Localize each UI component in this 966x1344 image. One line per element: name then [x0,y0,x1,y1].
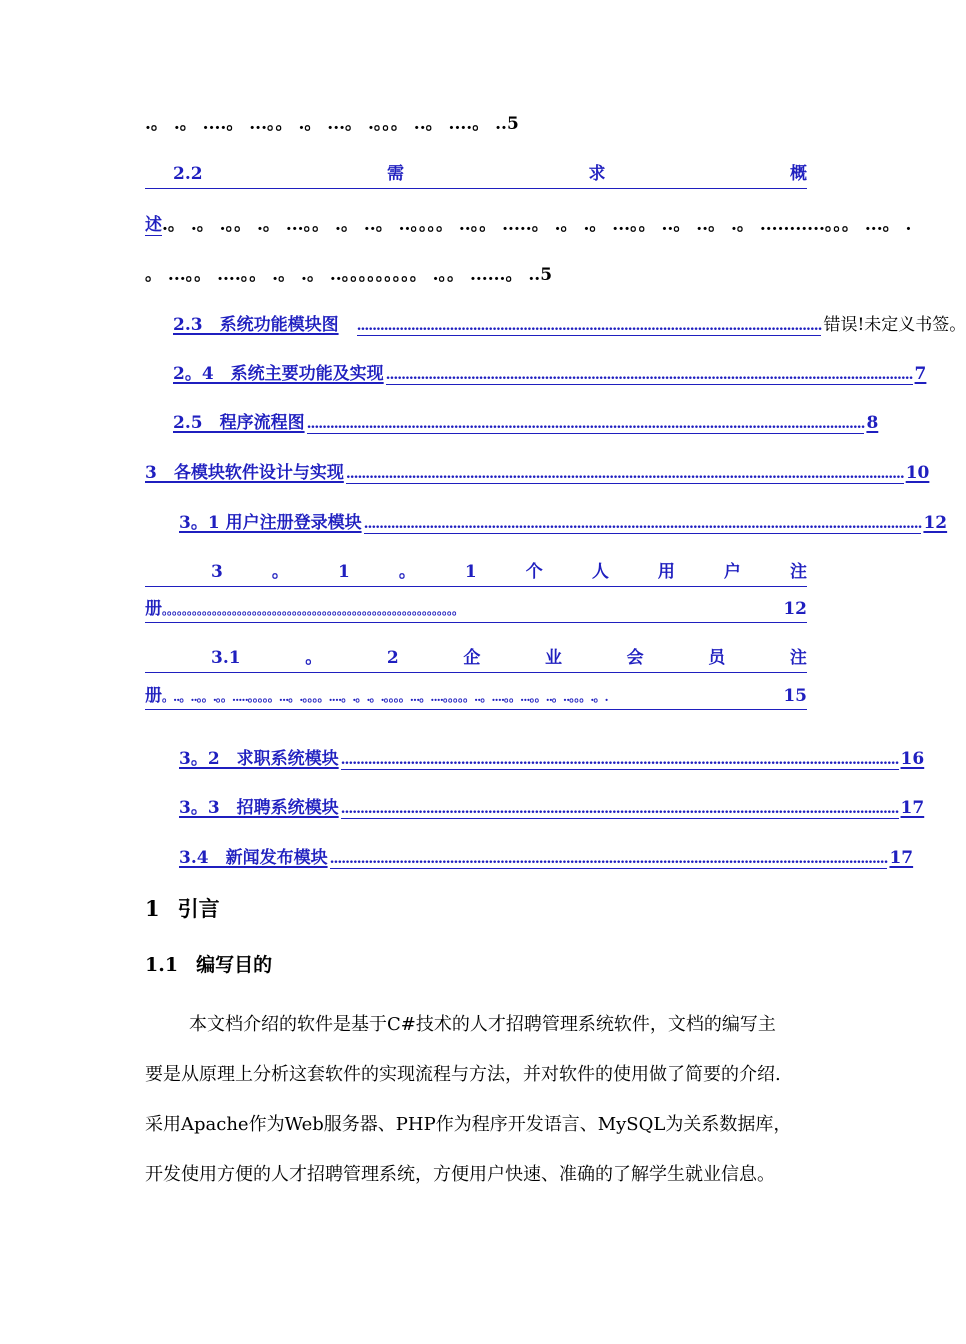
toc-entry-3-1-2[interactable]: 3.1 。 2 企 业 会 员 注 [145,646,807,673]
body-line: 采用Apache作为Web服务器、PHP作为程序开发语言、MySQL为关系数据库， [145,1114,792,1135]
body-line: 要是从原理上分析这套软件的实现流程与方法，并对软件的使用做了简要的介绍. [145,1064,781,1085]
toc-error-text: 错误!未定义书签。 [823,315,966,335]
toc-entry-3-3[interactable]: 3。3 招聘系统模块 ................................................................................................................................................ 17 [145,795,807,821]
toc-page-number: 17 [889,848,914,868]
toc-page-number: 10 [905,463,930,483]
toc-entry-3-4[interactable]: 3.4 新闻发布模块 ................................................................................................................................................ 17 [145,845,807,871]
toc-entry-2-2-continued[interactable]: 述.。 .。 .。。 .。 ...。。 .。 ..。 ..。。。。 ..。。 .....。 .。 .。 ...。。 ..。 ..。 .。 ...........。。。 ...。 . [145,215,912,235]
toc-entry-prev-tail[interactable]: .。 .。 ....。 ...。。 .。 ...。 .。。。 ..。 ....。 ..5 [145,114,519,134]
toc-page-number: 16 [900,749,925,769]
toc-page-number: 8 [866,413,879,433]
toc-page-number: 12 [783,599,807,619]
toc-entry-2-2-continued-2[interactable]: 。 ...。。 ....。。 .。 .。 ..。。。。。。。。。 .。。 ......。 ..5 [145,265,553,285]
toc-page-number: 12 [923,513,948,533]
body-line: 开发使用方便的人才招聘管理系统，方便用户快速、准确的了解学生就业信息。 [145,1164,775,1185]
toc-entry-2-5[interactable]: 2.5 程序流程图 ................................................................................................................................................ 8 [145,410,807,436]
toc-page-number: 15 [783,686,807,706]
toc-entry-3-2[interactable]: 3。2 求职系统模块 ................................................................................................................................................ 16 [145,746,807,772]
toc-entry-3[interactable]: 3 各模块软件设计与实现 ................................................................................................................................................ 10 [145,460,807,486]
section-heading-1: 1 引言 [145,896,220,921]
toc-entry-3-1[interactable]: 3。1 用户注册登录模块 ................................................................................................................................................ 12 [145,510,807,536]
section-heading-1-1: 1.1 编写目的 [145,954,273,976]
body-paragraph [145,1000,807,1200]
toc-number: 2.2 [173,164,203,184]
toc-entry-3-1-2-continued[interactable]: 册 。..。..。。.。。.....。。。。。...。.。。。。....。.。.。.。。。。...。....。。。。。..。....。。...。。..。..。。。.。. 15 [145,683,807,710]
toc-page-number: 17 [900,798,925,818]
toc-entry-3-1-1-continued[interactable]: 册 。。。。。。。。。。。。。。。。。。。。。。。。。。。。。。。。。。。。。。。。。。。。。。。。。。。。。。。。。。。 12 [145,596,807,623]
body-line: 本文档介绍的软件是基于C#技术的人才招聘管理系统软件，文档的编写主 [189,1014,776,1035]
toc-entry-3-1-1[interactable]: 3 。 1 。 1 个 人 用 户 注 [145,560,807,587]
toc-entry-2-4[interactable]: 2。4 系统主要功能及实现 ........................................................................................................................................ 7 [145,361,807,387]
toc-page-number: 7 [914,364,927,384]
toc-entry-2-2[interactable]: 2.2 需 求 概 [145,162,807,189]
toc-entry-2-3[interactable]: 2.3 系统功能模块图 ........................................................................................................................ 错误!未定义书签。 [145,312,807,338]
